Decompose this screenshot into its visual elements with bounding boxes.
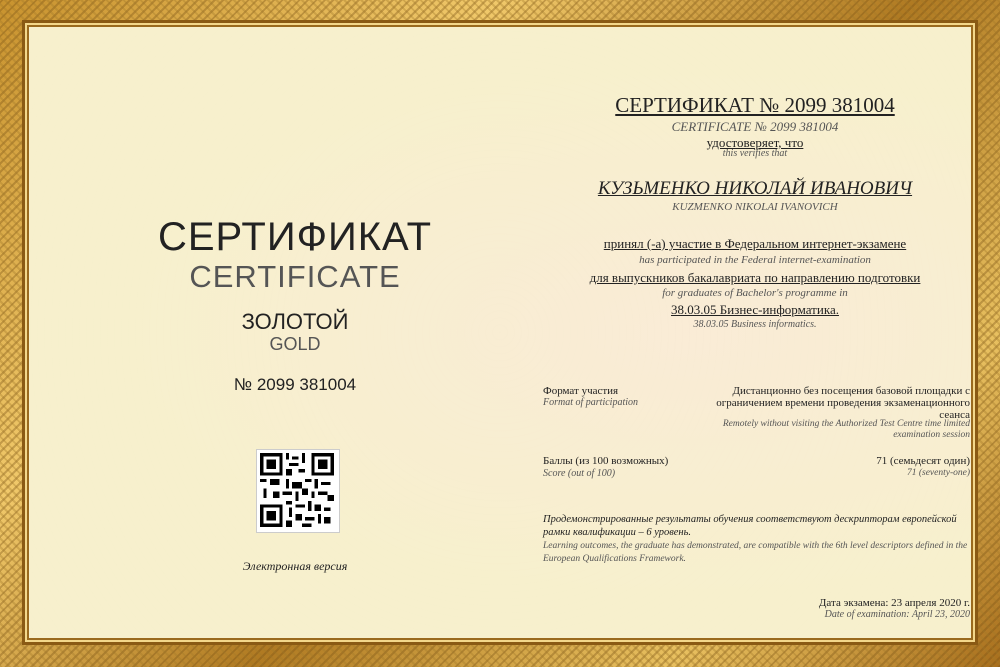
- qr-code-icon[interactable]: [256, 449, 340, 533]
- right-title-ru: СЕРТИФИКАТ № 2099 381004: [615, 93, 895, 117]
- score-value-ru: 71 (семьдесят один): [876, 455, 970, 467]
- right-panel: [505, 23, 1000, 642]
- score-value-en: 71 (seventy-one): [906, 468, 970, 478]
- certificate-title-en: CERTIFICATE: [189, 259, 401, 294]
- level-ru: ЗОЛОТОЙ: [241, 309, 349, 334]
- format-label-ru: Формат участия: [543, 385, 619, 397]
- graduates-en: for graduates of Bachelor's programme in: [662, 287, 848, 299]
- certificate-paper: [22, 20, 978, 645]
- exam-date-en: Date of examination: April 23, 2020: [824, 609, 970, 620]
- certificate-number: № 2099 381004: [233, 375, 357, 394]
- graduates-ru: для выпускников бакалавриата по направлению подготовки: [589, 270, 921, 285]
- certificate-title-ru: СЕРТИФИКАТ: [157, 215, 433, 259]
- score-label-ru: Баллы (из 100 возможных): [543, 455, 669, 467]
- participated-en: has participated in the Federal internet-examination: [639, 254, 871, 266]
- format-value-ru: Дистанционно без посещения базовой площадки с ограничением времени проведения экзаменационного сеанса: [716, 385, 970, 421]
- outcomes-ru: Продемонстрированные результаты обучения соответствуют дескрипторам европейской рамки квалификации – 6 уровень.: [543, 514, 957, 538]
- holder-name-ru: КУЗЬМЕНКО НИКОЛАЙ ИВАНОВИЧ: [597, 178, 913, 199]
- programme-en: 38.03.05 Business informatics.: [693, 319, 817, 330]
- score-label-en: Score (out of 100): [543, 468, 616, 479]
- holder-name-en: KUZMENKO NIKOLAI IVANOVICH: [672, 201, 838, 213]
- left-panel: [65, 23, 525, 642]
- level-en: GOLD: [269, 334, 321, 354]
- electronic-version-label: Электронная версия: [242, 559, 348, 573]
- right-title-en: CERTIFICATE № 2099 381004: [671, 119, 839, 134]
- exam-date-ru: Дата экзамена: 23 апреля 2020 г.: [818, 597, 970, 609]
- format-value-en: Remotely without visiting the Authorized Test Centre time limited examination session: [722, 419, 970, 440]
- participated-ru: принял (-а) участие в Федеральном интернет-экзамене: [603, 236, 907, 251]
- verifies-ru: удостоверяет, что: [706, 135, 804, 150]
- programme-ru: 38.03.05 Бизнес-информатика.: [671, 302, 839, 317]
- verifies-en: this verifies that: [722, 148, 788, 159]
- format-label-en: Format of participation: [543, 397, 638, 408]
- outcomes-en: Learning outcomes, the graduate has demonstrated, are compatible with the 6th level descriptors defined in the European Qualifications Framework.: [543, 541, 968, 564]
